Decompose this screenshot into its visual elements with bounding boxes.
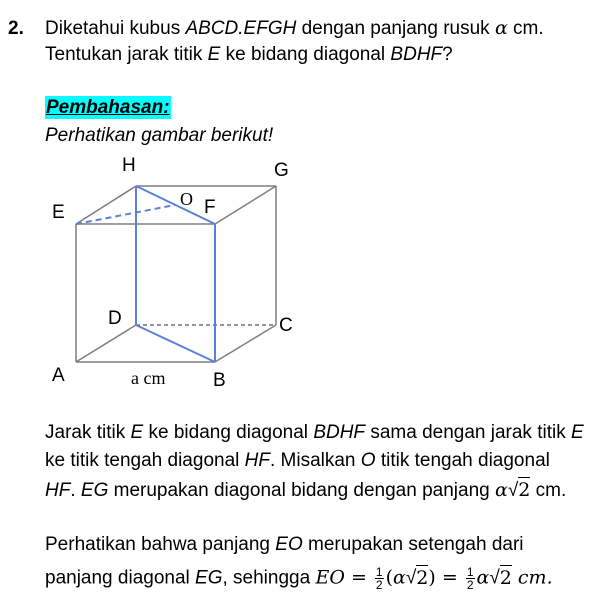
paragraph1-line2: [45, 451, 550, 470]
text: ke bidang diagonal: [143, 422, 314, 443]
label-b: B: [213, 370, 226, 391]
left-paren: (: [385, 566, 394, 589]
text: titik tengah diagonal: [375, 450, 550, 471]
equals-sign: =: [344, 566, 373, 589]
text: . Misalkan: [269, 450, 361, 471]
solution-intro: Perhatikan gambar berikut!: [45, 125, 274, 146]
paragraph2-line2: [45, 566, 553, 591]
label-f: F: [204, 197, 216, 218]
text: panjang diagonal: [45, 567, 196, 589]
text: ke bidang diagonal: [220, 44, 391, 65]
text: Tentukan jarak titik: [45, 44, 208, 65]
fraction-half: [466, 566, 475, 591]
cube-name: ABCD.EFGH: [185, 18, 297, 39]
text: sama dengan jarak titik: [365, 422, 571, 443]
problem-number: 2.: [8, 18, 24, 39]
edge-bc: [215, 325, 276, 362]
sqrt-radicand: 2: [416, 566, 429, 589]
label-a: A: [52, 365, 65, 386]
denominator: 2: [375, 578, 383, 592]
label-d: D: [108, 308, 122, 329]
label-e: E: [52, 202, 65, 223]
heading-highlight: Pembahasan:: [46, 97, 170, 118]
sqrt-sign: √: [507, 480, 519, 501]
text: ?: [442, 44, 453, 65]
segment-hf: HF: [45, 480, 71, 501]
segment-eo: EO: [275, 534, 303, 555]
denominator: 2: [466, 578, 474, 592]
text: cm.: [507, 18, 544, 39]
text: cm.: [530, 480, 567, 501]
text: merupakan setengah dari: [302, 534, 524, 555]
text: .: [70, 480, 81, 501]
numerator: 1: [466, 565, 474, 579]
edge-fg: [215, 186, 276, 224]
text: merupakan diagonal bidang dengan panjang: [108, 480, 495, 501]
label-h: H: [122, 155, 136, 176]
sqrt-sign: √: [489, 567, 500, 589]
paragraph1-line3: [45, 481, 566, 500]
label-g: G: [274, 160, 289, 181]
segment-eg: EG: [195, 567, 223, 589]
text: ke titik tengah diagonal: [45, 450, 245, 471]
plane-name: BDHF: [390, 44, 443, 65]
sqrt-radicand: 2: [499, 566, 512, 589]
alpha-symbol: α: [476, 566, 490, 589]
numerator: 1: [375, 565, 383, 579]
equals-sign: =: [435, 566, 464, 589]
text: Diketahui kubus: [45, 18, 186, 39]
cube-edges: [76, 186, 276, 362]
paragraph1-line1: [45, 423, 584, 442]
label-o: O: [180, 189, 193, 209]
text: Jarak titik: [45, 422, 131, 443]
alpha-symbol: α: [495, 479, 508, 501]
label-c: C: [279, 315, 293, 336]
point-e: E: [207, 44, 221, 65]
alpha-symbol: α: [393, 566, 406, 589]
math-eo: EO: [315, 566, 345, 589]
alpha-symbol: α: [494, 17, 508, 39]
plane-name: BDHF: [313, 422, 366, 443]
text: , sehingga: [222, 567, 316, 589]
sqrt-sign: √: [405, 567, 417, 589]
fraction-half: [375, 566, 384, 591]
point-e: E: [130, 422, 144, 443]
paragraph2-line1: [45, 535, 524, 554]
text: dengan panjang rusuk: [296, 18, 495, 39]
point-e: E: [571, 422, 584, 443]
segment-hf: HF: [244, 450, 270, 471]
sqrt-radicand: 2: [518, 479, 531, 501]
segment-eg: EG: [80, 480, 109, 501]
label-edge-length: a cm: [131, 368, 166, 388]
text: Perhatikan bahwa panjang: [45, 534, 276, 555]
point-o: O: [360, 450, 376, 471]
right-paren: ): [428, 566, 436, 589]
edge-ad: [76, 325, 136, 362]
unit-cm: cm.: [511, 566, 553, 589]
edge-db: [136, 325, 215, 362]
